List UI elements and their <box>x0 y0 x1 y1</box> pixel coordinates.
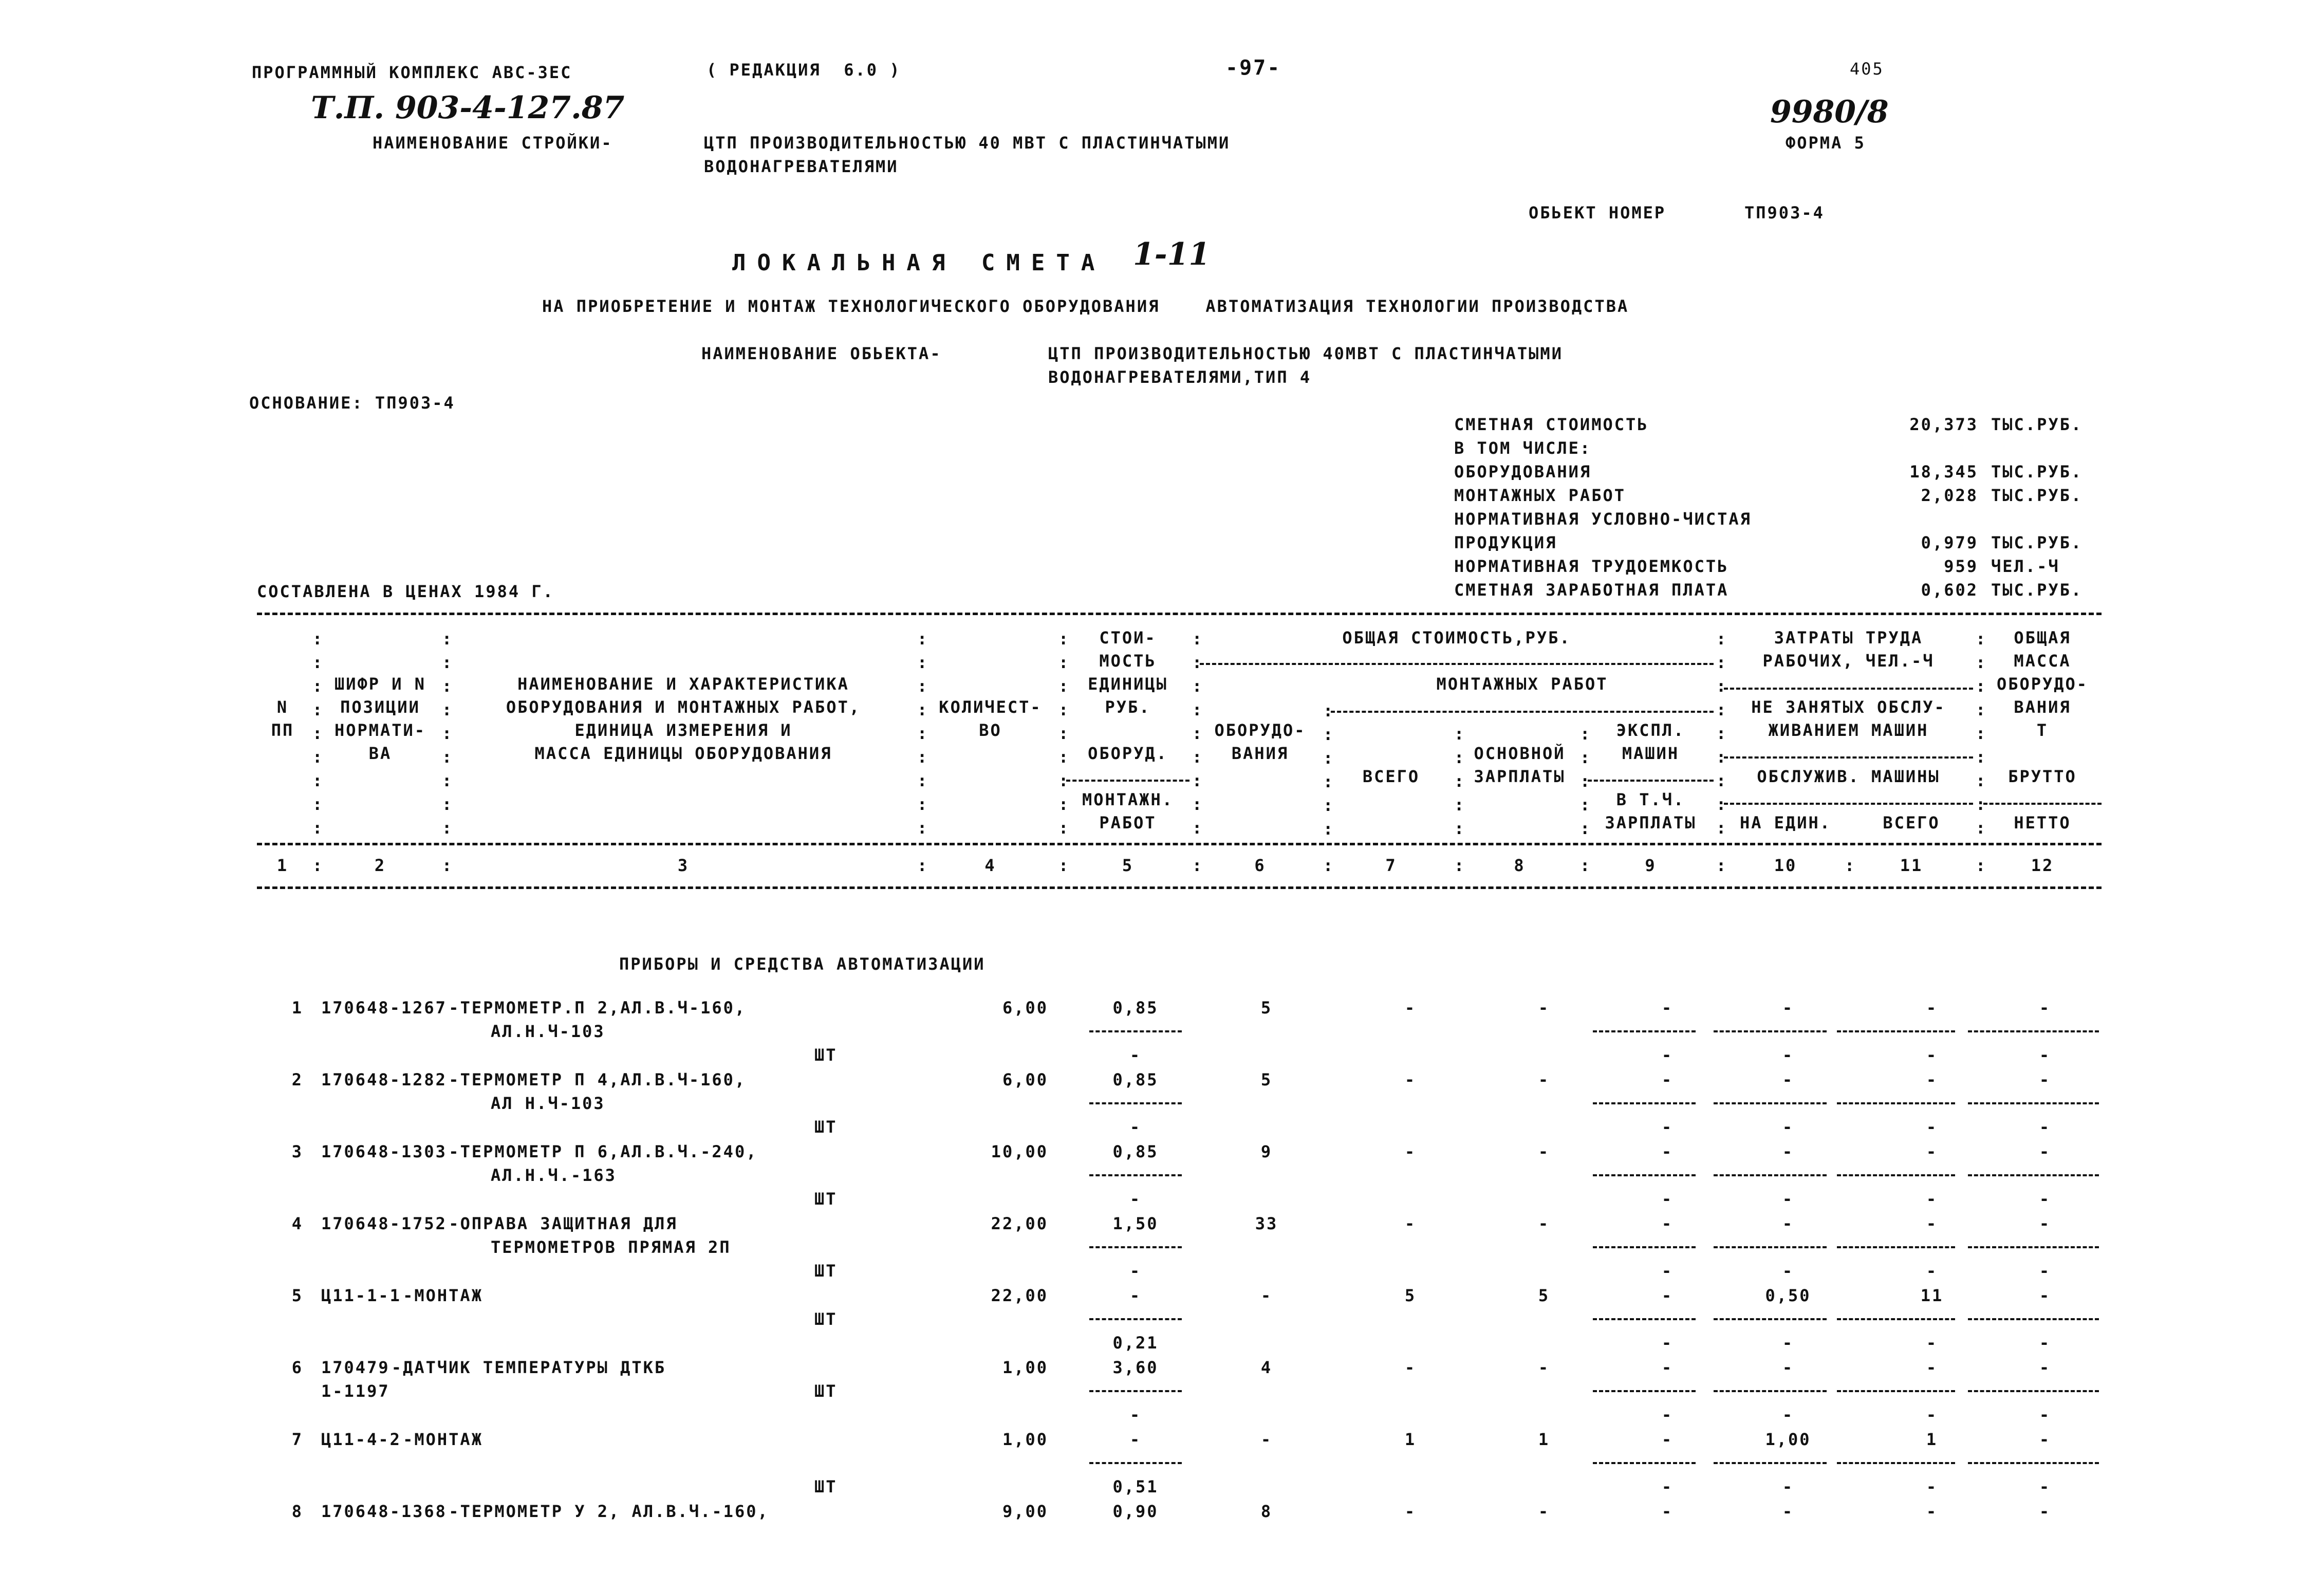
cell-rule <box>1968 1174 2099 1176</box>
col6-head: ОБОРУДО- <box>1214 720 1306 740</box>
row-base-salary: - <box>1538 1070 1550 1089</box>
row-total: - <box>1404 1358 1417 1377</box>
cell-rule <box>1593 1246 1696 1248</box>
row-mass: - <box>2039 1142 2051 1161</box>
row-quantity: 22,00 <box>991 1286 1048 1305</box>
row-price: 0,85 <box>1112 1070 1159 1089</box>
col-separator: : : : : : : : : : <box>442 629 452 838</box>
cell-rule <box>1968 1246 2099 1248</box>
cell-rule <box>1714 1174 1827 1176</box>
row-code: Ц11-1-1 <box>321 1286 401 1305</box>
col-number: 7 <box>1385 856 1397 875</box>
row-labor-total: 1 <box>1926 1430 1938 1449</box>
row-total: - <box>1404 1502 1417 1521</box>
cell-rule <box>1593 1174 1696 1176</box>
row-exploit-salary: - <box>1661 1477 1674 1496</box>
edition: ( РЕДАКЦИЯ 6.0 ) <box>707 60 901 80</box>
col5-head: ОБОРУД. <box>1088 744 1168 763</box>
row-exploit-salary: - <box>1661 1261 1674 1281</box>
cell-rule <box>1089 1102 1182 1104</box>
row-price: 3,60 <box>1112 1358 1159 1377</box>
row-labor-unit-2: - <box>1782 1117 1794 1137</box>
row-equipment: - <box>1260 1430 1273 1449</box>
row-labor-unit-2: - <box>1782 1261 1794 1281</box>
row-total: - <box>1404 1070 1417 1089</box>
row-quantity: 1,00 <box>1002 1430 1048 1449</box>
col9-head: ЗАРПЛАТЫ <box>1605 813 1697 833</box>
row-description-2: ТЕРМОМЕТРОВ ПРЯМАЯ 2П <box>491 1237 731 1257</box>
row-mass-2: - <box>2039 1117 2051 1137</box>
col-number: 6 <box>1254 856 1266 875</box>
summary-value: 20,373 <box>1909 415 1978 434</box>
labor-head: ЖИВАНИЕМ МАШИН <box>1768 720 1929 740</box>
row-base-salary: - <box>1538 1214 1550 1233</box>
row-labor-unit: - <box>1782 998 1794 1018</box>
col-separator: : : : : : <box>1580 724 1590 838</box>
total-cost-rule <box>1200 663 1714 665</box>
summary-unit: ЧЕЛ.-Ч <box>1991 557 2060 576</box>
row-equipment: - <box>1260 1286 1273 1305</box>
cell-rule <box>1593 1102 1696 1104</box>
cell-rule <box>1089 1318 1182 1320</box>
cell-rule <box>1837 1462 1955 1464</box>
row-unit: ШТ <box>814 1261 838 1281</box>
row-quantity: 22,00 <box>991 1214 1048 1233</box>
row-mass-2: - <box>2039 1045 2051 1065</box>
row-description-2: 1-1197 <box>321 1381 390 1401</box>
row-labor-unit: 1,00 <box>1765 1430 1811 1449</box>
object-number: ТП903-4 <box>1744 203 1825 223</box>
cell-rule <box>1714 1390 1827 1392</box>
col12-head: ВАНИЯ <box>2014 697 2071 717</box>
labor-rule <box>1724 756 1973 759</box>
row-labor-total-2: - <box>1926 1045 1938 1065</box>
row-total: 1 <box>1404 1430 1417 1449</box>
summary-label: СМЕТНАЯ СТОИМОСТЬ <box>1454 415 1649 434</box>
row-unit: ШТ <box>814 1117 838 1137</box>
row-price: - <box>1129 1430 1142 1449</box>
object-name: ЦТП ПРОИЗВОДИТЕЛЬНОСТЬЮ 40МВТ С ПЛАСТИНЧАТЫМИ <box>1048 344 1563 363</box>
col-number: 2 <box>374 856 386 875</box>
row-exploit-salary: - <box>1661 1189 1674 1209</box>
row-unit: ШТ <box>814 1045 838 1065</box>
summary-label: ПРОДУКЦИЯ <box>1454 533 1557 552</box>
labor-head: ЗАТРАТЫ ТРУДА <box>1774 628 1923 648</box>
summary-value: 0,979 <box>1921 533 1978 552</box>
row-unit: ШТ <box>814 1381 838 1401</box>
row-description: -ТЕРМОМЕТР П 6,АЛ.В.Ч.-240, <box>449 1142 758 1161</box>
row-labor-total-2: - <box>1926 1333 1938 1353</box>
row-equipment: 5 <box>1260 998 1273 1018</box>
col8-head: ЗАРПЛАТЫ <box>1474 767 1566 786</box>
col-separator: : : : : : : <box>1323 701 1333 839</box>
row-labor-total-2: - <box>1926 1405 1938 1425</box>
row-code: 170648-1303 <box>321 1142 447 1161</box>
row-number: 8 <box>291 1502 303 1521</box>
row-price-mount: - <box>1129 1261 1142 1281</box>
col-number: 9 <box>1645 856 1657 875</box>
col-number: 4 <box>984 856 996 875</box>
row-mass-2: - <box>2039 1333 2051 1353</box>
row-equipment: 33 <box>1255 1214 1278 1233</box>
object-label: ОБЬЕКТ НОМЕР <box>1529 203 1666 223</box>
col-separator: : : : : : : : : : <box>1192 629 1202 838</box>
object-name-label: НАИМЕНОВАНИЕ ОБЬЕКТА- <box>701 344 942 363</box>
col10-head: НА ЕДИН. <box>1739 813 1832 833</box>
col3-head: ОБОРУДОВАНИЯ И МОНТАЖНЫХ РАБОТ, <box>506 697 861 717</box>
labor-rule <box>1724 803 1973 805</box>
row-labor-total: - <box>1926 1358 1938 1377</box>
row-code: 170648-1267 <box>321 998 447 1018</box>
row-exploit-salary: - <box>1661 1045 1674 1065</box>
row-price-mount: - <box>1129 1117 1142 1137</box>
row-description: -ТЕРМОМЕТР П 4,АЛ.В.Ч-160, <box>449 1070 747 1089</box>
row-labor-total: - <box>1926 1070 1938 1089</box>
basis: ОСНОВАНИЕ: ТП903-4 <box>249 393 455 413</box>
col1-head: ПП <box>271 720 294 740</box>
cell-rule <box>1837 1102 1955 1104</box>
row-quantity: 6,00 <box>1002 998 1048 1018</box>
col9-head: МАШИН <box>1622 744 1680 763</box>
row-exploit: - <box>1661 1358 1674 1377</box>
col5-head: МОСТЬ <box>1099 651 1157 671</box>
row-exploit-salary: - <box>1661 1405 1674 1425</box>
row-code: Ц11-4-2 <box>321 1430 401 1449</box>
row-exploit: - <box>1661 1430 1674 1449</box>
col9-head: ЭКСПЛ. <box>1616 720 1685 740</box>
col2-head: ВА <box>368 744 392 763</box>
row-labor-unit-2: - <box>1782 1189 1794 1209</box>
row-code: 170479 <box>321 1358 390 1377</box>
row-mass-2: - <box>2039 1261 2051 1281</box>
page-number: -97- <box>1225 56 1281 80</box>
col-separator: : : : : : : : : : <box>917 629 927 838</box>
row-description: -МОНТАЖ <box>403 1286 483 1305</box>
summary-label: ОБОРУДОВАНИЯ <box>1454 462 1592 482</box>
document-title: ЛОКАЛЬНАЯ СМЕТА <box>732 250 1106 276</box>
row-labor-unit-2: - <box>1782 1333 1794 1353</box>
col12-head: НЕТТО <box>2014 813 2071 833</box>
row-price-mount: - <box>1129 1405 1142 1425</box>
cell-rule <box>1593 1462 1696 1464</box>
summary-unit: ТЫС.РУБ. <box>1991 580 2083 600</box>
cell-rule <box>1089 1174 1182 1176</box>
row-price: 0,85 <box>1112 1142 1159 1161</box>
col12-rule <box>1983 803 2102 805</box>
cell-rule <box>1714 1102 1827 1104</box>
labor-head: ОБСЛУЖИВ. МАШИНЫ <box>1757 767 1940 786</box>
row-quantity: 10,00 <box>991 1142 1048 1161</box>
row-exploit: - <box>1661 1214 1674 1233</box>
col1-head: N <box>276 697 289 717</box>
col-number: 5 <box>1122 856 1134 875</box>
header-rule <box>257 613 2102 615</box>
col12-head: ОБОРУДО- <box>1996 674 2089 694</box>
cell-rule <box>1968 1462 2099 1464</box>
row-labor-total-2: - <box>1926 1117 1938 1137</box>
row-total: - <box>1404 1142 1417 1161</box>
col-number: 1 <box>276 856 289 875</box>
row-description: -ТЕРМОМЕТР У 2, АЛ.В.Ч.-160, <box>449 1502 769 1521</box>
col2-head: ПОЗИЦИИ <box>340 697 420 717</box>
row-mass: - <box>2039 1070 2051 1089</box>
row-code: 170648-1752 <box>321 1214 447 1233</box>
cell-rule <box>1089 1462 1182 1464</box>
row-number: 1 <box>291 998 303 1018</box>
cell-rule <box>1968 1318 2099 1320</box>
summary-label: МОНТАЖНЫХ РАБОТ <box>1454 486 1626 505</box>
row-exploit: - <box>1661 1502 1674 1521</box>
cell-rule <box>1089 1390 1182 1392</box>
row-labor-total-2: - <box>1926 1477 1938 1496</box>
summary-unit: ТЫС.РУБ. <box>1991 533 2083 552</box>
row-labor-unit: - <box>1782 1142 1794 1161</box>
col2-head: ШИФР И N <box>334 674 426 694</box>
row-labor-unit: - <box>1782 1214 1794 1233</box>
code-handwritten: 9980/8 <box>1770 94 1889 130</box>
row-exploit: - <box>1661 998 1674 1018</box>
summary-unit: ТЫС.РУБ. <box>1991 462 2083 482</box>
labor-head: РАБОЧИХ, ЧЕЛ.-Ч <box>1762 651 1935 671</box>
row-labor-total: - <box>1926 1502 1938 1521</box>
col5-rule <box>1066 780 1189 782</box>
row-equipment: 4 <box>1260 1358 1273 1377</box>
row-base-salary: - <box>1538 1142 1550 1161</box>
row-quantity: 1,00 <box>1002 1358 1048 1377</box>
summary-value: 2,028 <box>1921 486 1978 505</box>
mount-rule <box>1331 711 1714 713</box>
col-separator: : : : : : : : : : <box>1058 629 1069 838</box>
col2-head: НОРМАТИ- <box>334 720 426 740</box>
cell-rule <box>1837 1318 1955 1320</box>
col11-head: ВСЕГО <box>1883 813 1940 833</box>
summary-label: НОРМАТИВНАЯ УСЛОВНО-ЧИСТАЯ <box>1454 509 1752 529</box>
col12-head: Т <box>2036 720 2049 740</box>
col3-head: НАИМЕНОВАНИЕ И ХАРАКТЕРИСТИКА <box>517 674 849 694</box>
row-labor-total: - <box>1926 1214 1938 1233</box>
row-labor-total-2: - <box>1926 1261 1938 1281</box>
row-labor-unit-2: - <box>1782 1477 1794 1496</box>
row-unit: ШТ <box>814 1477 838 1496</box>
row-quantity: 9,00 <box>1002 1502 1048 1521</box>
col12-head: ОБЩАЯ <box>2014 628 2071 648</box>
row-unit: ШТ <box>814 1309 838 1329</box>
col12-head: МАССА <box>2014 651 2071 671</box>
col-number: 10 <box>1774 856 1797 875</box>
cell-rule <box>1714 1030 1827 1032</box>
construction-name-2: ВОДОНАГРЕВАТЕЛЯМИ <box>704 157 899 176</box>
col-separator: : : : : : : : : : <box>1716 629 1726 838</box>
col-number: 8 <box>1514 856 1526 875</box>
estimate-number: 1-11 <box>1133 236 1211 272</box>
row-base-salary: 5 <box>1538 1286 1550 1305</box>
row-labor-total: - <box>1926 998 1938 1018</box>
row-labor-unit: - <box>1782 1502 1794 1521</box>
prices-note: СОСТАВЛЕНА В ЦЕНАХ 1984 Г. <box>257 582 554 601</box>
row-mass: - <box>2039 1286 2051 1305</box>
labor-rule <box>1724 688 1973 690</box>
row-exploit: - <box>1661 1286 1674 1305</box>
row-number: 5 <box>291 1286 303 1305</box>
col12-head: БРУТТО <box>2008 767 2077 786</box>
row-price: 0,90 <box>1112 1502 1159 1521</box>
col4-head: КОЛИЧЕСТ- <box>939 697 1042 717</box>
col5-head: ЕДИНИЦЫ <box>1088 674 1168 694</box>
col7-head: ВСЕГО <box>1362 767 1420 786</box>
row-labor-unit-2: - <box>1782 1405 1794 1425</box>
cell-rule <box>1837 1174 1955 1176</box>
summary-label: В ТОМ ЧИСЛЕ: <box>1454 438 1592 458</box>
row-base-salary: 1 <box>1538 1430 1550 1449</box>
col-number: 3 <box>677 856 690 875</box>
col5-head: РУБ. <box>1105 697 1151 717</box>
row-number: 4 <box>291 1214 303 1233</box>
row-description-2: АЛ Н.Ч-103 <box>491 1094 605 1113</box>
summary-value: 959 <box>1944 557 1978 576</box>
row-exploit: - <box>1661 1142 1674 1161</box>
row-equipment: 9 <box>1260 1142 1273 1161</box>
row-description: -ДАТЧИК ТЕМПЕРАТУРЫ ДТКБ <box>391 1358 666 1377</box>
col9-head: В Т.Ч. <box>1616 790 1685 809</box>
row-code: 170648-1282 <box>321 1070 447 1089</box>
labor-head: НЕ ЗАНЯТЫХ ОБСЛУ- <box>1751 697 1946 717</box>
total-cost-head: ОБЩАЯ СТОИМОСТЬ,РУБ. <box>1342 628 1571 648</box>
object-name-2: ВОДОНАГРЕВАТЕЛЯМИ,ТИП 4 <box>1048 367 1312 387</box>
row-total: - <box>1404 998 1417 1018</box>
row-base-salary: - <box>1538 1358 1550 1377</box>
row-base-salary: - <box>1538 998 1550 1018</box>
header-rule <box>257 886 2102 889</box>
col-separator: : : : : : : : : : <box>1976 629 1986 838</box>
cell-rule <box>1593 1318 1696 1320</box>
row-number: 2 <box>291 1070 303 1089</box>
row-labor-unit-2: - <box>1782 1045 1794 1065</box>
row-mass-2: - <box>2039 1405 2051 1425</box>
row-price-mount: 0,51 <box>1112 1477 1159 1496</box>
col4-head: ВО <box>979 720 1002 740</box>
summary-unit: ТЫС.РУБ. <box>1991 415 2083 434</box>
cell-rule <box>1968 1390 2099 1392</box>
row-mass-2: - <box>2039 1477 2051 1496</box>
cell-rule <box>1837 1390 1955 1392</box>
row-mass: - <box>2039 1214 2051 1233</box>
row-price: 1,50 <box>1112 1214 1159 1233</box>
row-description-2: АЛ.Н.Ч.-163 <box>491 1166 617 1185</box>
col-number: 12 <box>2031 856 2054 875</box>
row-mass: - <box>2039 1430 2051 1449</box>
cell-rule <box>1714 1462 1827 1464</box>
row-quantity: 6,00 <box>1002 1070 1048 1089</box>
row-number: 7 <box>291 1430 303 1449</box>
col9-rule <box>1588 780 1714 782</box>
col-separator: : : : : : : : : : <box>312 629 323 838</box>
col-number: 11 <box>1900 856 1923 875</box>
row-description: -ОПРАВА ЗАЩИТНАЯ ДЛЯ <box>449 1214 678 1233</box>
row-labor-total: - <box>1926 1142 1938 1161</box>
row-mass: - <box>2039 998 2051 1018</box>
row-labor-unit: - <box>1782 1358 1794 1377</box>
header-rule <box>257 843 2102 845</box>
summary-label: СМЕТНАЯ ЗАРАБОТНАЯ ПЛАТА <box>1454 580 1729 600</box>
row-price-mount: - <box>1129 1189 1142 1209</box>
col5-head: МОНТАЖН. <box>1082 790 1174 809</box>
col3-head: ЕДИНИЦА ИЗМЕРЕНИЯ И <box>574 720 792 740</box>
cell-rule <box>1089 1246 1182 1248</box>
program-name: ПРОГРАММНЫЙ КОМПЛЕКС АВС-ЗЕС <box>252 63 572 82</box>
section-title: ПРИБОРЫ И СРЕДСТВА АВТОМАТИЗАЦИИ <box>619 954 986 974</box>
col5-head: СТОИ- <box>1099 628 1157 648</box>
construction-label: НАИМЕНОВАНИЕ СТРОЙКИ- <box>373 133 613 153</box>
col5-head: РАБОТ <box>1099 813 1157 833</box>
row-exploit-salary: - <box>1661 1333 1674 1353</box>
row-code: 170648-1368 <box>321 1502 447 1521</box>
tp-handwritten: Т.П. 903-4-127.87 <box>311 90 625 126</box>
cell-rule <box>1968 1030 2099 1032</box>
cell-rule <box>1593 1390 1696 1392</box>
summary-unit: ТЫС.РУБ. <box>1991 486 2083 505</box>
col6-head: ВАНИЯ <box>1231 744 1289 763</box>
row-price-mount: 0,21 <box>1112 1333 1159 1353</box>
row-description: -МОНТАЖ <box>403 1430 483 1449</box>
row-base-salary: - <box>1538 1502 1550 1521</box>
summary-value: 18,345 <box>1909 462 1978 482</box>
form-label: ФОРМА 5 <box>1786 133 1866 153</box>
summary-label: НОРМАТИВНАЯ ТРУДОЕМКОСТЬ <box>1454 557 1729 576</box>
row-labor-unit: 0,50 <box>1765 1286 1811 1305</box>
row-unit: ШТ <box>814 1189 838 1209</box>
sheet-number: 405 <box>1850 59 1884 79</box>
row-total: - <box>1404 1214 1417 1233</box>
cell-rule <box>1593 1030 1696 1032</box>
mount-head: МОНТАЖНЫХ РАБОТ <box>1436 674 1608 694</box>
row-mass-2: - <box>2039 1189 2051 1209</box>
subtitle: НА ПРИОБРЕТЕНИЕ И МОНТАЖ ТЕХНОЛОГИЧЕСКОГО ОБОРУДОВАНИЯ АВТОМАТИЗАЦИЯ ТЕХНОЛОГИИ ПРОИЗВОДСТВА <box>542 297 1629 316</box>
row-price: - <box>1129 1286 1142 1305</box>
col8-head: ОСНОВНОЙ <box>1474 744 1566 763</box>
cell-rule <box>1714 1318 1827 1320</box>
row-equipment: 8 <box>1260 1502 1273 1521</box>
row-price: 0,85 <box>1112 998 1159 1018</box>
row-description: -ТЕРМОМЕТР.П 2,АЛ.В.Ч-160, <box>449 998 747 1018</box>
row-equipment: 5 <box>1260 1070 1273 1089</box>
construction-name: ЦТП ПРОИЗВОДИТЕЛЬНОСТЬЮ 40 МВТ С ПЛАСТИНЧАТЫМИ <box>704 133 1231 153</box>
cell-rule <box>1837 1246 1955 1248</box>
row-price-mount: - <box>1129 1045 1142 1065</box>
col3-head: МАССА ЕДИНИЦЫ ОБОРУДОВАНИЯ <box>534 744 832 763</box>
cell-rule <box>1089 1030 1182 1032</box>
row-mass: - <box>2039 1502 2051 1521</box>
cell-rule <box>1837 1030 1955 1032</box>
row-description-2: АЛ.Н.Ч-103 <box>491 1022 605 1041</box>
row-labor-total-2: - <box>1926 1189 1938 1209</box>
row-number: 3 <box>291 1142 303 1161</box>
cell-rule <box>1968 1102 2099 1104</box>
row-exploit-salary: - <box>1661 1117 1674 1137</box>
row-total: 5 <box>1404 1286 1417 1305</box>
cell-rule <box>1714 1246 1827 1248</box>
row-number: 6 <box>291 1358 303 1377</box>
col-separator: : : : : : <box>1454 724 1464 838</box>
row-labor-unit: - <box>1782 1070 1794 1089</box>
row-labor-total: 11 <box>1920 1286 1944 1305</box>
summary-value: 0,602 <box>1921 580 1978 600</box>
row-exploit: - <box>1661 1070 1674 1089</box>
row-mass: - <box>2039 1358 2051 1377</box>
